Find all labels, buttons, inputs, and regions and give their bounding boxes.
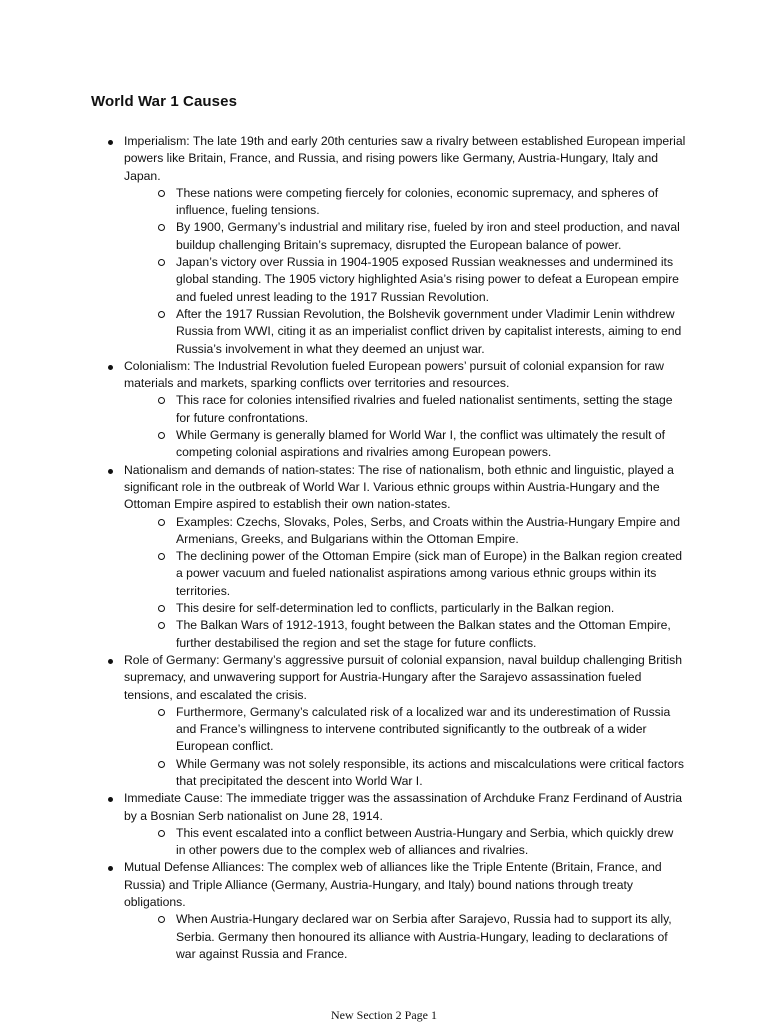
list-item <box>106 462 686 652</box>
subpoint-item <box>158 427 686 462</box>
subpoint-text: Examples: Czechs, Slovaks, Poles, Serbs, and Croats within the Austria-Hungary Empire and Armenians, Greeks, and Bulgarians within the Ottoman Empire. <box>176 514 680 546</box>
hollow-bullet-icon <box>158 761 165 768</box>
subpoint-item <box>158 254 686 306</box>
subpoint-text: While Germany was not solely responsible, its actions and miscalculations were critical factors that precipitated the descent into World War I. <box>176 756 685 788</box>
list-item <box>106 790 686 859</box>
cause-heading-text: Role of Germany: Germany’s aggressive pursuit of colonial expansion, naval buildup challenging British supremacy, and unwavering support for Austria-Hungary after the Sarajevo assassination fueled tensions, and escalated the crisis. <box>124 652 682 702</box>
subpoint-text: By 1900, Germany’s industrial and military rise, fueled by iron and steel production, and naval buildup challenging Britain’s supremacy, disrupted the European balance of power. <box>176 220 680 252</box>
bullet-icon <box>108 866 113 871</box>
subpoint-item <box>158 617 686 652</box>
hollow-bullet-icon <box>158 432 165 439</box>
subpoint-text: The declining power of the Ottoman Empire (sick man of Europe) in the Balkan region created a power vacuum and fueled nationalist aspirations among various ethnic groups within its territories. <box>176 549 683 598</box>
subpoint-item <box>158 548 686 600</box>
hollow-bullet-icon <box>158 553 165 560</box>
subpoint-item <box>158 219 686 254</box>
hollow-bullet-icon <box>158 259 165 266</box>
subpoint-text: This desire for self-determination led to conflicts, particularly in the Balkan region. <box>176 601 615 616</box>
hollow-bullet-icon <box>158 190 165 197</box>
hollow-bullet-icon <box>158 397 165 404</box>
subpoint-text: When Austria-Hungary declared war on Serbia after Sarajevo, Russia had to support its ally, Serbia. Germany then honoured its alliance with Austria-Hungary, leading to declarations of war against Russia and France. <box>176 912 672 961</box>
subpoint-list <box>124 704 686 790</box>
hollow-bullet-icon <box>158 830 165 837</box>
cause-heading-text: Colonialism: The Industrial Revolution fueled European powers’ pursuit of colonial expansion for raw materials and markets, sparking conflicts over territories and resources. <box>124 358 664 391</box>
subpoint-item <box>158 392 686 427</box>
cause-heading-text: Imperialism: The late 19th and early 20th centuries saw a rivalry between established European imperial powers like Britain, France, and Russia, and rising powers like Germany, Austria-Hungary, Italy and Japan. <box>124 134 686 183</box>
list-item <box>106 859 686 963</box>
subpoint-text: While Germany is generally blamed for World War I, the conflict was ultimately the result of competing colonial aspirations and rivalries among European powers. <box>176 428 666 460</box>
cause-heading-text: Mutual Defense Alliances: The complex web of alliances like the Triple Entente (Britain, France, and Russia) and Triple Alliance (Germany, Austria-Hungary, and Italy) bound nations through treaty obligations. <box>124 860 662 910</box>
hollow-bullet-icon <box>158 224 165 231</box>
subpoint-text: This race for colonies intensified rivalries and fueled nationalist sentiments, setting the stage for future confrontations. <box>176 393 673 425</box>
bullet-icon <box>108 659 113 664</box>
subpoint-item <box>158 704 686 756</box>
subpoint-item <box>158 600 686 617</box>
cause-heading-text: Nationalism and demands of nation-states: The rise of nationalism, both ethnic and linguistic, played a significant role in the outbreak of World War I. Various ethnic groups within Austria-Hungary and the Ottoman Empire aspired to establish their own nation-states. <box>124 462 674 512</box>
page-footer: New Section 2 Page 1 <box>331 1008 437 1022</box>
hollow-bullet-icon <box>158 605 165 612</box>
subpoint-list <box>124 514 686 652</box>
causes-list <box>106 133 686 963</box>
hollow-bullet-icon <box>158 709 165 716</box>
bullet-icon <box>108 469 113 474</box>
subpoint-item <box>158 825 686 860</box>
subpoint-text: After the 1917 Russian Revolution, the Bolshevik government under Vladimir Lenin withdrew Russia from WWI, citing it as an imperialist conflict driven by capitalist interests, aiming to end Russia’s involvement in what they deemed an unjust war. <box>176 306 682 356</box>
bullet-icon <box>108 140 113 145</box>
subpoint-item <box>158 514 686 549</box>
hollow-bullet-icon <box>158 519 165 526</box>
list-item <box>106 133 686 358</box>
bullet-icon <box>108 797 113 802</box>
subpoint-item <box>158 756 686 791</box>
subpoint-item <box>158 306 686 358</box>
subpoint-list <box>124 185 686 358</box>
subpoint-item <box>158 911 686 963</box>
subpoint-list <box>124 392 686 461</box>
list-item <box>106 652 686 790</box>
subpoint-item <box>158 185 686 220</box>
hollow-bullet-icon <box>158 622 165 629</box>
list-item <box>106 358 686 462</box>
bullet-icon <box>108 365 113 370</box>
subpoint-text: Japan’s victory over Russia in 1904-1905 exposed Russian weaknesses and undermined its global standing. The 1905 victory highlighted Asia’s rising power to defeat a European empire and fueled unrest leading to the 1917 Russian Revolution. <box>176 255 679 304</box>
notes-content <box>106 133 686 963</box>
cause-heading-text: Immediate Cause: The immediate trigger was the assassination of Archduke Franz Ferdinand of Austria by a Bosnian Serb nationalist on June 28, 1914. <box>124 791 682 823</box>
hollow-bullet-icon <box>158 311 165 318</box>
subpoint-text: These nations were competing fiercely for colonies, economic supremacy, and spheres of influence, fueling tensions. <box>176 185 659 218</box>
subpoint-list <box>124 825 686 860</box>
subpoint-text: This event escalated into a conflict between Austria-Hungary and Serbia, which quickly drew in other powers due to the complex web of alliances and rivalries. <box>176 825 674 858</box>
subpoint-list <box>124 911 686 963</box>
hollow-bullet-icon <box>158 916 165 923</box>
subpoint-text: The Balkan Wars of 1912-1913, fought between the Balkan states and the Ottoman Empire, further destabilised the region and set the stage for future conflicts. <box>176 618 671 650</box>
subpoint-text: Furthermore, Germany’s calculated risk of a localized war and its underestimation of Russia and France’s willingness to intervene contributed significantly to the outbreak of a wider European conflict. <box>176 704 671 754</box>
page-title: World War 1 Causes <box>91 93 238 110</box>
